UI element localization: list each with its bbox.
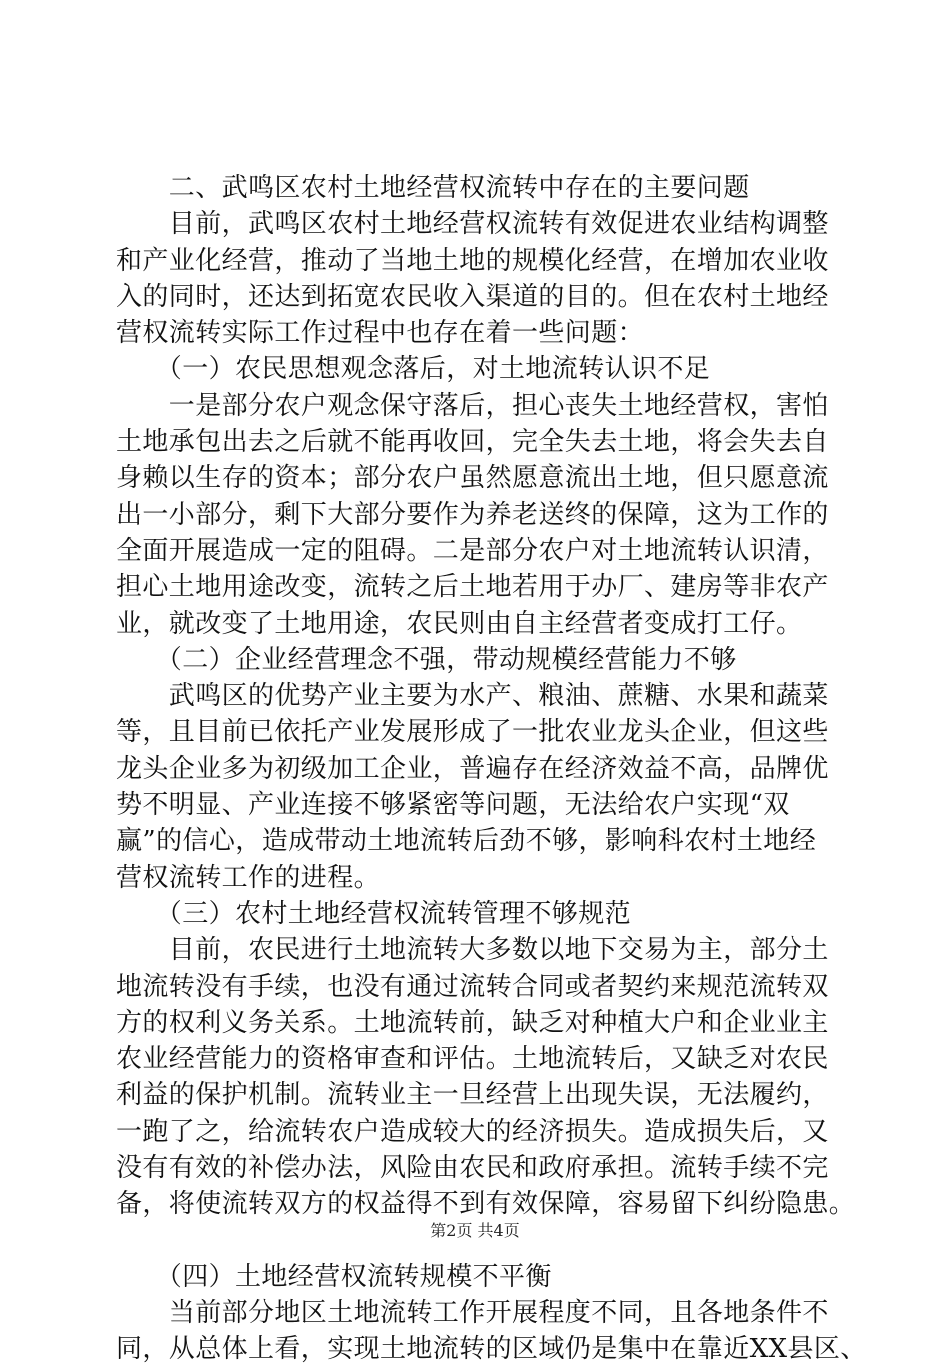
paragraph-line: 一是部分农户观念保守落后，担心丧失土地经营权，害怕 (116, 390, 829, 421)
subsection-heading: （三）农村土地经营权流转管理不够规范 (116, 898, 632, 929)
paragraph-line: 龙头企业多为初级加工企业，普遍存在经济效益不高，品牌优 (116, 753, 829, 784)
paragraph-line: 目前，武鸣区农村土地经营权流转有效促进农业结构调整 (116, 209, 829, 240)
subsection-heading: （一）农民思想观念落后，对土地流转认识不足 (116, 354, 711, 385)
page-footer: 第2页 共4页 (430, 1221, 520, 1240)
paragraph-line: 全面开展造成一定的阻碍。二是部分农户对土地流转认识清， (116, 535, 829, 566)
paragraph-line: 一跑了之，给流转农户造成较大的经济损失。造成损失后，又 (116, 1116, 829, 1147)
paragraph-line: 出一小部分，剩下大部分要作为养老送终的保障，这为工作的 (116, 499, 829, 530)
subsection-heading: （四）土地经营权流转规模不平衡 (116, 1261, 552, 1292)
paragraph-line: 当前部分地区土地流转工作开展程度不同，且各地条件不 (116, 1297, 829, 1328)
subsection-heading: （二）企业经营理念不强，带动规模经营能力不够 (116, 644, 737, 675)
paragraph-line: 备，将使流转双方的权益得不到有效保障，容易留下纠纷隐患。 (116, 1189, 856, 1220)
paragraph-line: 方的权利义务关系。土地流转前，缺乏对种植大户和企业业主 (116, 1007, 829, 1038)
paragraph-line: 势不明显、产业连接不够紧密等问题，无法给农户实现“双 (116, 790, 790, 821)
paragraph-line: 利益的保护机制。流转业主一旦经营上出现失误，无法履约， (116, 1080, 829, 1111)
paragraph-line: 营权流转工作的进程。 (116, 862, 381, 893)
paragraph-line: 地流转没有手续，也没有通过流转合同或者契约来规范流转双 (116, 971, 829, 1002)
paragraph-line: 同，从总体上看，实现土地流转的区域仍是集中在靠近XX县区、 (116, 1334, 867, 1365)
paragraph-line: 担心土地用途改变，流转之后土地若用于办厂、建房等非农产 (116, 572, 829, 603)
paragraph-line: 等，且目前已依托产业发展形成了一批农业龙头企业，但这些 (116, 717, 829, 748)
paragraph-line: 营权流转实际工作过程中也存在着一些问题： (116, 318, 645, 349)
paragraph-line: 和产业化经营，推动了当地土地的规模化经营，在增加农业收 (116, 245, 829, 276)
paragraph-line: 目前，农民进行土地流转大多数以地下交易为主，部分土 (116, 935, 829, 966)
paragraph-line: 土地承包出去之后就不能再收回，完全失去土地，将会失去自 (116, 427, 829, 458)
paragraph-line: 身赖以生存的资本；部分农户虽然愿意流出土地，但只愿意流 (116, 463, 829, 494)
paragraph-line: 业，就改变了土地用途，农民则由自主经营者变成打工仔。 (116, 608, 803, 639)
paragraph-line: 没有有效的补偿办法，风险由农民和政府承担。流转手续不完 (116, 1153, 829, 1184)
paragraph-line: 入的同时，还达到拓宽农民收入渠道的目的。但在农村土地经 (116, 281, 829, 312)
document-body (116, 170, 867, 1368)
paragraph-line: 武鸣区的优势产业主要为水产、粮油、蔗糖、水果和蔬菜 (116, 681, 829, 712)
section-heading: 二、武鸣区农村土地经营权流转中存在的主要问题 (116, 173, 750, 203)
paragraph-line: 赢”的信心，造成带动土地流转后劲不够，影响科农村土地经 (116, 826, 817, 857)
paragraph-line: 农业经营能力的资格审查和评估。土地流转后，又缺乏对农民 (116, 1044, 829, 1075)
